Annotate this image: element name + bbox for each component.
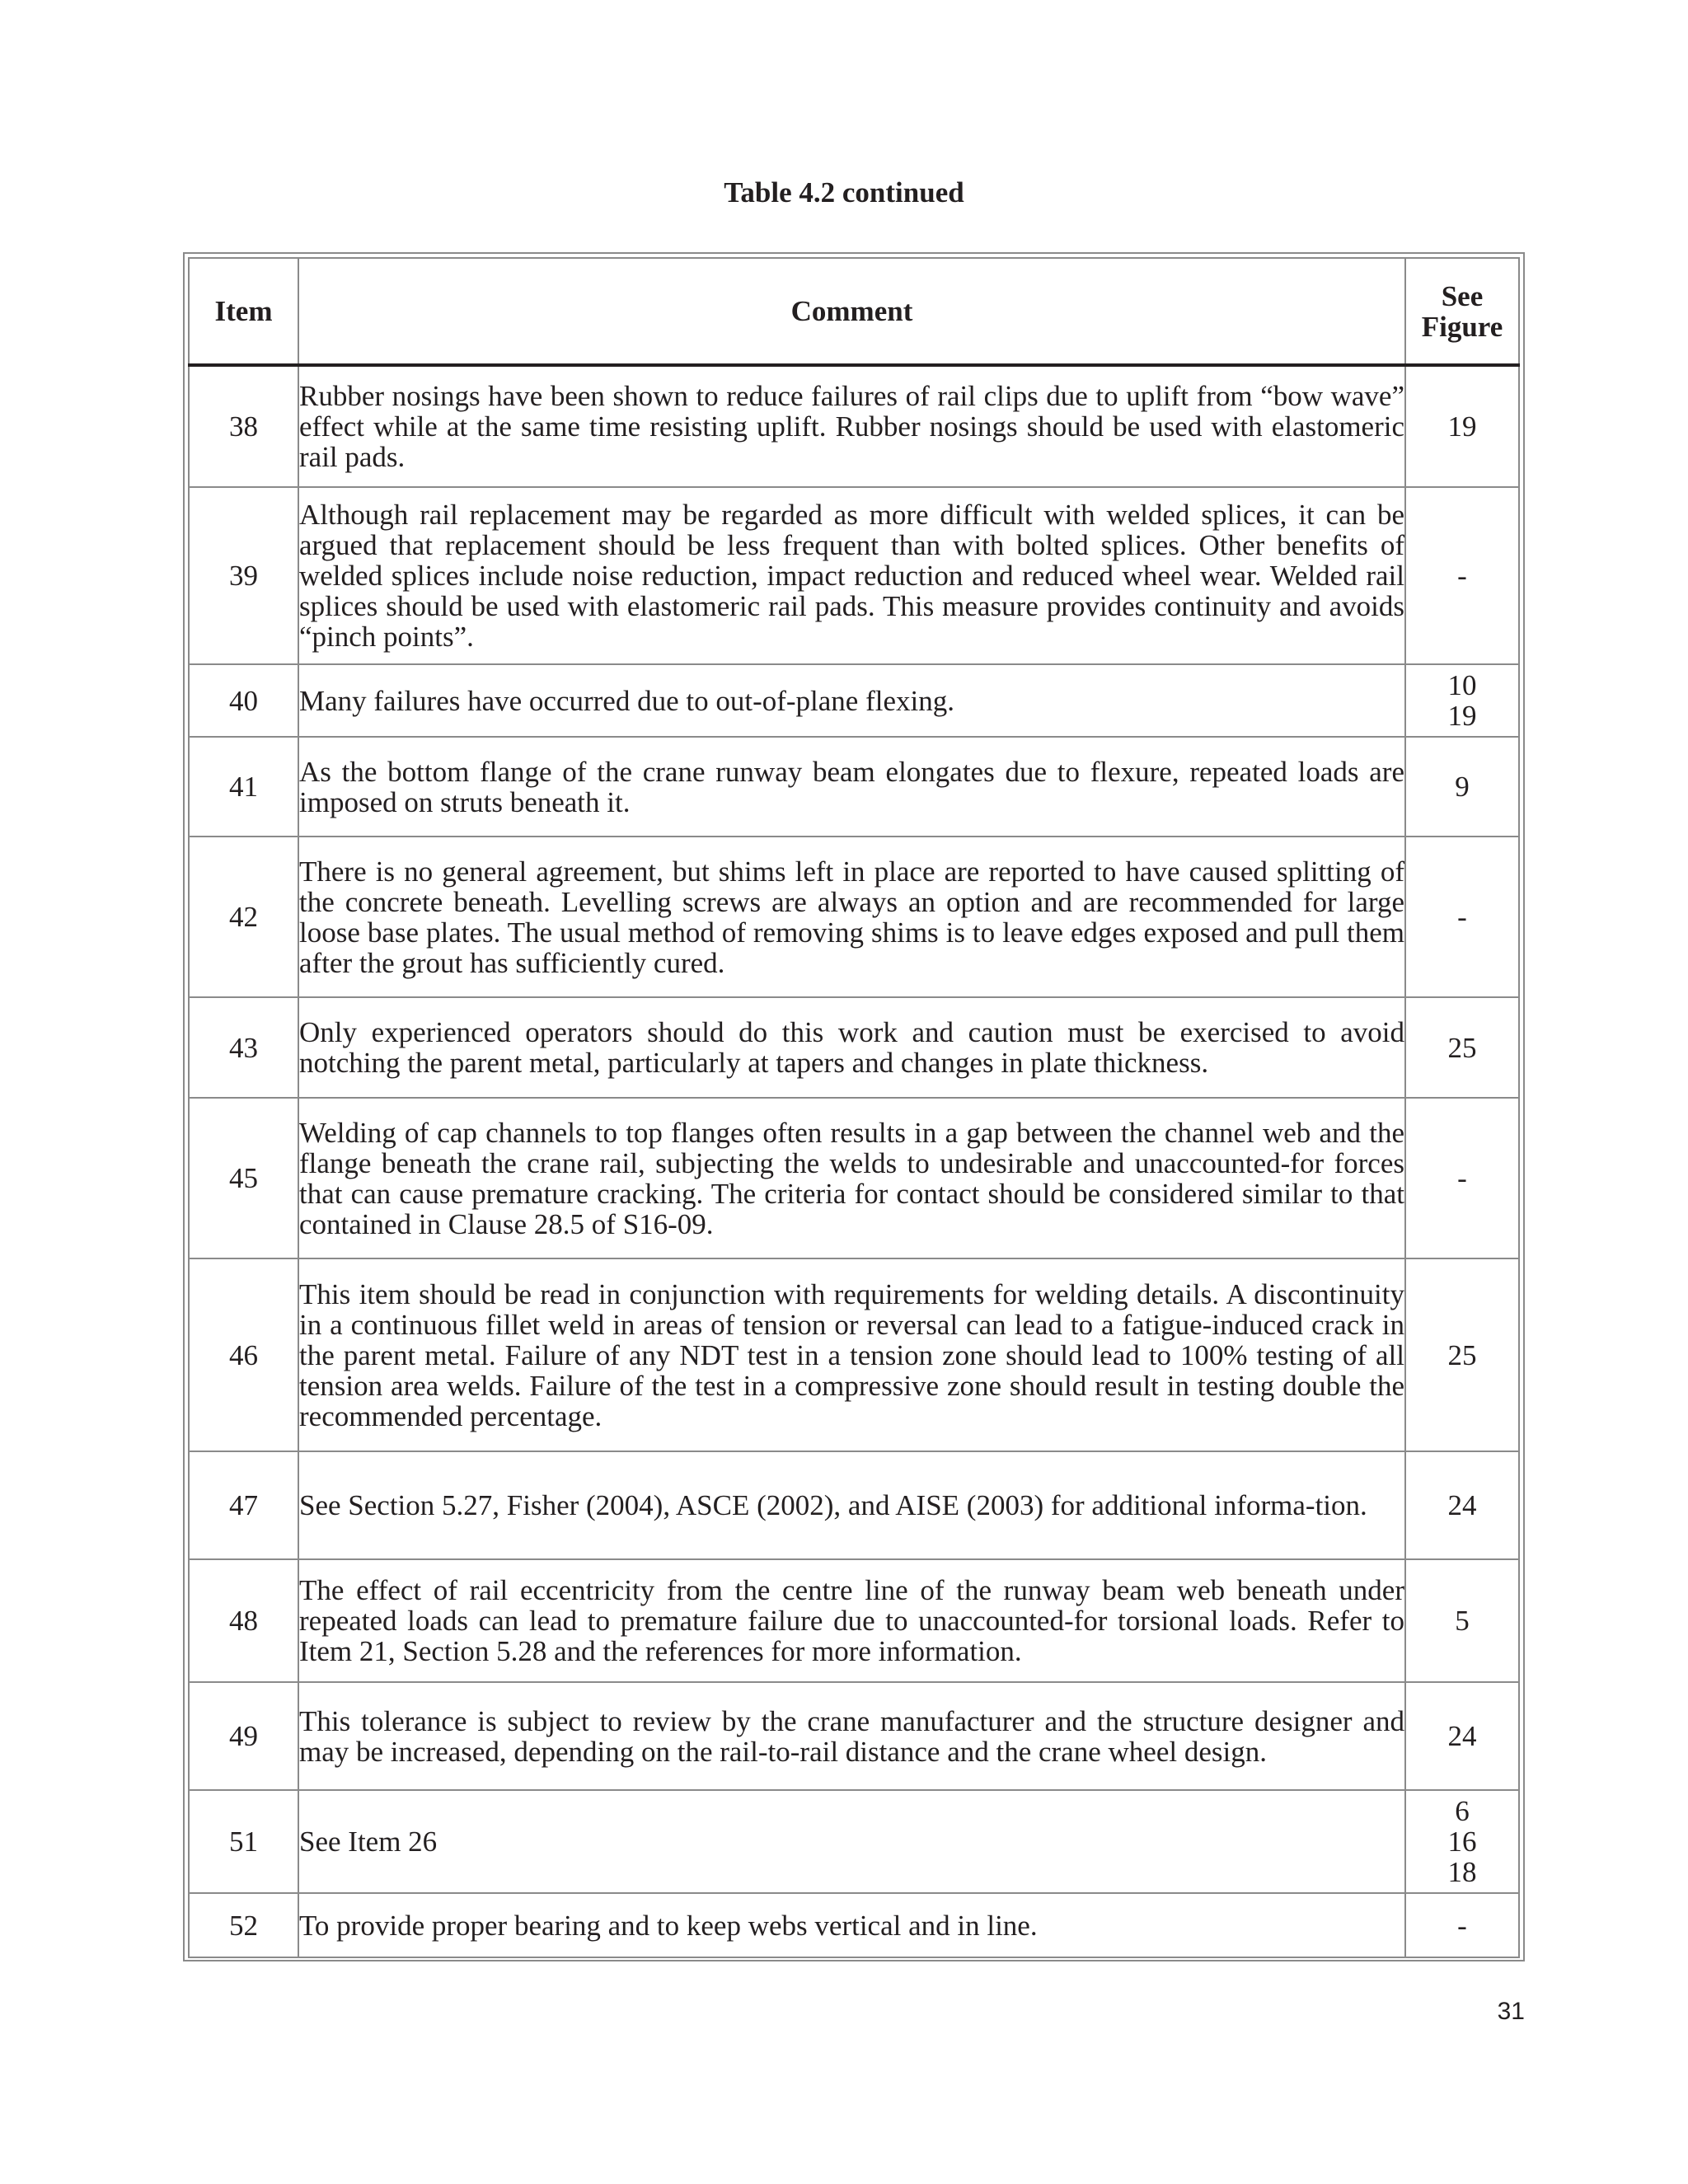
table-row [189, 1258, 1519, 1451]
table-row [189, 1790, 1519, 1893]
comment-text: There is no general agreement, but shims left in place are reported to have caused splitting of the concrete beneath. Levelling screws are always an option and are recommended for large loose base plates. The usual method of removing shims is to leave edges exposed and pull them after the grout has sufficiently cured. [298, 837, 1405, 997]
header-see-figure-line1: See [1441, 279, 1484, 312]
header-see-figure [1405, 258, 1519, 365]
comment-text: Many failures have occurred due to out-of-plane flexing. [298, 664, 1405, 737]
item-number: 38 [189, 365, 298, 487]
see-figure [1405, 365, 1519, 487]
see-figure [1405, 1559, 1519, 1682]
table-row [189, 1559, 1519, 1682]
header-comment: Comment [298, 258, 1405, 365]
item-number: 46 [189, 1258, 298, 1451]
see-figure [1405, 1258, 1519, 1451]
comments-table [188, 257, 1520, 1958]
comment-text: Only experienced operators should do this work and caution must be exercised to avoid notching the parent metal, particularly at tapers and changes in plate thickness. [298, 997, 1405, 1098]
figure-ref: 25 [1447, 1338, 1477, 1371]
comment-text: To provide proper bearing and to keep webs vertical and in line. [298, 1893, 1405, 1957]
figure-ref: 16 [1447, 1825, 1477, 1858]
comment-text: See Item 26 [298, 1790, 1405, 1893]
item-number: 43 [189, 997, 298, 1098]
figure-ref: 19 [1447, 410, 1477, 443]
figure-ref: - [1457, 901, 1467, 933]
comment-text: Although rail replacement may be regarded as more difficult with welded splices, it can be argued that replacement should be less frequent than with bolted splices. Other benefits of welded splices include noise reduction, impact reduction and reduced wheel wear. Welded rail splices should be used with elastomeric rail pads. This measure provides continuity and avoids “pinch points”. [298, 487, 1405, 664]
comment-text: The effect of rail eccentricity from the centre line of the runway beam web beneath under repeated loads can lead to premature failure due to unaccounted-for torsional loads. Refer to Item 21, Section 5.28 and the references for more information. [298, 1559, 1405, 1682]
table-row [189, 487, 1519, 664]
comment-text: This item should be read in conjunction with requirements for welding details. A discontinuity in a continuous fillet weld in areas of tension or reversal can lead to a fatigue-induced crack in the parent metal. Failure of any NDT test in a tension zone should lead to 100% testing of all tension area welds. Failure of the test in a compressive zone should result in testing double the recommended percentage. [298, 1258, 1405, 1451]
see-figure [1405, 737, 1519, 837]
item-number: 41 [189, 737, 298, 837]
figure-ref: 19 [1447, 700, 1477, 732]
item-number: 39 [189, 487, 298, 664]
item-number: 51 [189, 1790, 298, 1893]
see-figure [1405, 997, 1519, 1098]
figure-ref: - [1457, 1909, 1467, 1942]
item-number: 47 [189, 1451, 298, 1559]
figure-ref: 24 [1447, 1720, 1477, 1752]
figure-ref: - [1457, 560, 1467, 592]
figure-ref: 10 [1447, 669, 1477, 701]
comment-text: As the bottom flange of the crane runway beam elongates due to flexure, repeated loads are imposed on struts beneath it. [298, 737, 1405, 837]
item-number: 48 [189, 1559, 298, 1682]
figure-ref: 5 [1455, 1605, 1470, 1637]
page-number: 31 [1497, 1998, 1525, 2025]
see-figure [1405, 1790, 1519, 1893]
table-row [189, 997, 1519, 1098]
figure-ref: 9 [1455, 771, 1470, 803]
item-number: 45 [189, 1098, 298, 1258]
item-number: 52 [189, 1893, 298, 1957]
comment-text: Welding of cap channels to top flanges often results in a gap between the channel web and the flange beneath the crane rail, subjecting the welds to undesirable and unaccounted-for forces that can cause premature cracking. The criteria for contact should be considered similar to that contained in Clause 28.5 of S16-09. [298, 1098, 1405, 1258]
table-row [189, 1893, 1519, 1957]
table-row [189, 1682, 1519, 1790]
figure-ref: - [1457, 1162, 1467, 1194]
table-row [189, 664, 1519, 737]
item-number: 49 [189, 1682, 298, 1790]
see-figure [1405, 664, 1519, 737]
comment-text: This tolerance is subject to review by the crane manufacturer and the structure designer and may be increased, depending on the rail-to-rail distance and the crane wheel design. [298, 1682, 1405, 1790]
figure-ref: 18 [1447, 1856, 1477, 1888]
comment-text: See Section 5.27, Fisher (2004), ASCE (2002), and AISE (2003) for additional informa-tion. [298, 1451, 1405, 1559]
table-row [189, 737, 1519, 837]
table-row [189, 837, 1519, 997]
header-item: Item [189, 258, 298, 365]
item-number: 42 [189, 837, 298, 997]
see-figure [1405, 1682, 1519, 1790]
header-see-figure-line2: Figure [1421, 310, 1503, 343]
see-figure [1405, 1098, 1519, 1258]
figure-ref: 6 [1455, 1795, 1470, 1827]
see-figure [1405, 487, 1519, 664]
table-row [189, 365, 1519, 487]
see-figure [1405, 1893, 1519, 1957]
table-header-row [189, 258, 1519, 365]
table-title: Table 4.2 continued [724, 176, 964, 209]
comment-text: Rubber nosings have been shown to reduce failures of rail clips due to uplift from “bow wave” effect while at the same time resisting uplift. Rubber nosings should be used with elastomeric rail pads. [298, 365, 1405, 487]
figure-ref: 24 [1447, 1489, 1477, 1521]
item-number: 40 [189, 664, 298, 737]
see-figure [1405, 1451, 1519, 1559]
table-row [189, 1451, 1519, 1559]
table-row [189, 1098, 1519, 1258]
figure-ref: 25 [1447, 1031, 1477, 1064]
see-figure [1405, 837, 1519, 997]
